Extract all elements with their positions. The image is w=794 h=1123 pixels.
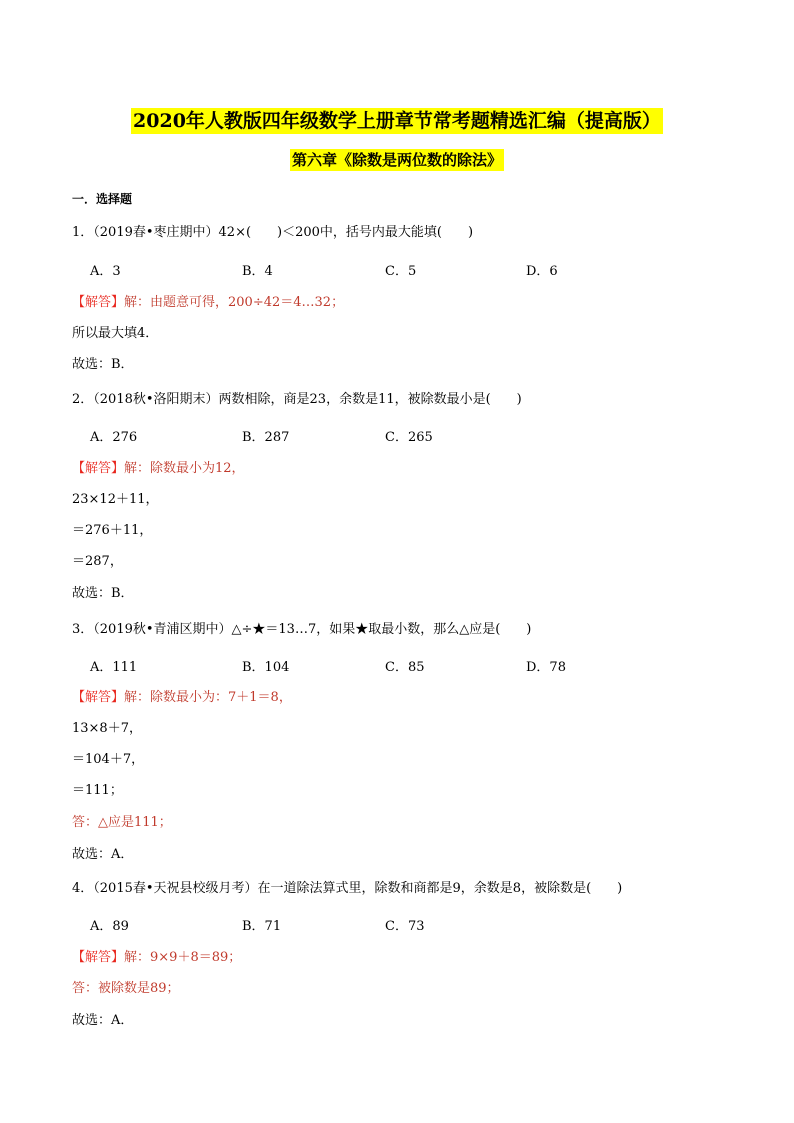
question-3-option-d: D．78 xyxy=(526,660,566,675)
question-1-answer-line-3: 故选：B． xyxy=(72,357,134,372)
question-2-answer-line-3: ＝276＋11， xyxy=(72,523,153,538)
question-3-stem: 3．（2019秋•青浦区期中）△÷★＝13…7，如果★取最小数，那么△应是( ) xyxy=(72,622,532,637)
question-4-answer-line-2: 答：被除数是89； xyxy=(72,981,180,996)
question-2-answer-line-2: 23×12＋11， xyxy=(72,492,159,507)
question-4-option-c: C．73 xyxy=(385,919,425,934)
question-2-option-b: B．287 xyxy=(242,430,290,445)
answer-tag: 【解答】 xyxy=(72,950,125,965)
question-2-answer-line-4: ＝287， xyxy=(72,554,123,569)
question-3-answer-line-6: 故选：A． xyxy=(72,847,134,862)
question-2-answer-line-5: 故选：B． xyxy=(72,586,134,601)
question-1-option-d: D．6 xyxy=(526,264,558,279)
question-2-option-a: A．276 xyxy=(90,430,138,445)
answer-tag: 【解答】 xyxy=(72,295,125,310)
question-1-option-c: C．5 xyxy=(385,264,417,279)
question-2-answer-line-1: 【解答】解：除数最小为12， xyxy=(72,461,245,476)
question-4-stem: 4．（2015春•天祝县校级月考）在一道除法算式里，除数和商都是9，余数是8，被除数是( ) xyxy=(72,881,623,896)
question-3-option-a: A．111 xyxy=(90,660,138,675)
question-3-answer-line-2: 13×8＋7， xyxy=(72,721,142,736)
document-title: 2020年人教版四年级数学上册章节常考题精选汇编（提高版） xyxy=(133,110,661,132)
question-1-option-b: B．4 xyxy=(242,264,273,279)
question-3-answer-line-4: ＝111； xyxy=(72,783,123,798)
question-3-answer-line-3: ＝104＋7， xyxy=(72,752,145,767)
question-3-answer-line-1: 【解答】解：除数最小为：7＋1＝8， xyxy=(72,690,292,705)
question-4-answer-line-1: 【解答】解：9×9＋8＝89； xyxy=(72,950,242,965)
question-4-answer-line-3: 故选：A． xyxy=(72,1013,134,1028)
question-2-stem: 2．（2018秋•洛阳期末）两数相除，商是23，余数是11，被除数最小是( ) xyxy=(72,392,522,407)
question-2-option-c: C．265 xyxy=(385,430,433,445)
question-4-option-a: A．89 xyxy=(90,919,129,934)
question-3-option-b: B．104 xyxy=(242,660,290,675)
question-1-option-a: A．3 xyxy=(90,264,121,279)
chapter-title: 第六章《除数是两位数的除法》 xyxy=(291,151,502,169)
question-1-stem: 1．（2019春•枣庄期中）42×( )＜200中，括号内最大能填( ) xyxy=(72,225,474,240)
answer-tag: 【解答】 xyxy=(72,690,125,705)
answer-tag: 【解答】 xyxy=(72,461,125,476)
question-3-option-c: C．85 xyxy=(385,660,425,675)
question-4-option-b: B．71 xyxy=(242,919,282,934)
question-3-answer-line-5: 答：△应是111； xyxy=(72,815,172,830)
question-1-answer-line-1: 【解答】解：由题意可得，200÷42＝4…32； xyxy=(72,295,345,310)
question-1-answer-line-2: 所以最大填4． xyxy=(72,326,159,341)
section-heading: 一．选择题 xyxy=(72,192,133,206)
